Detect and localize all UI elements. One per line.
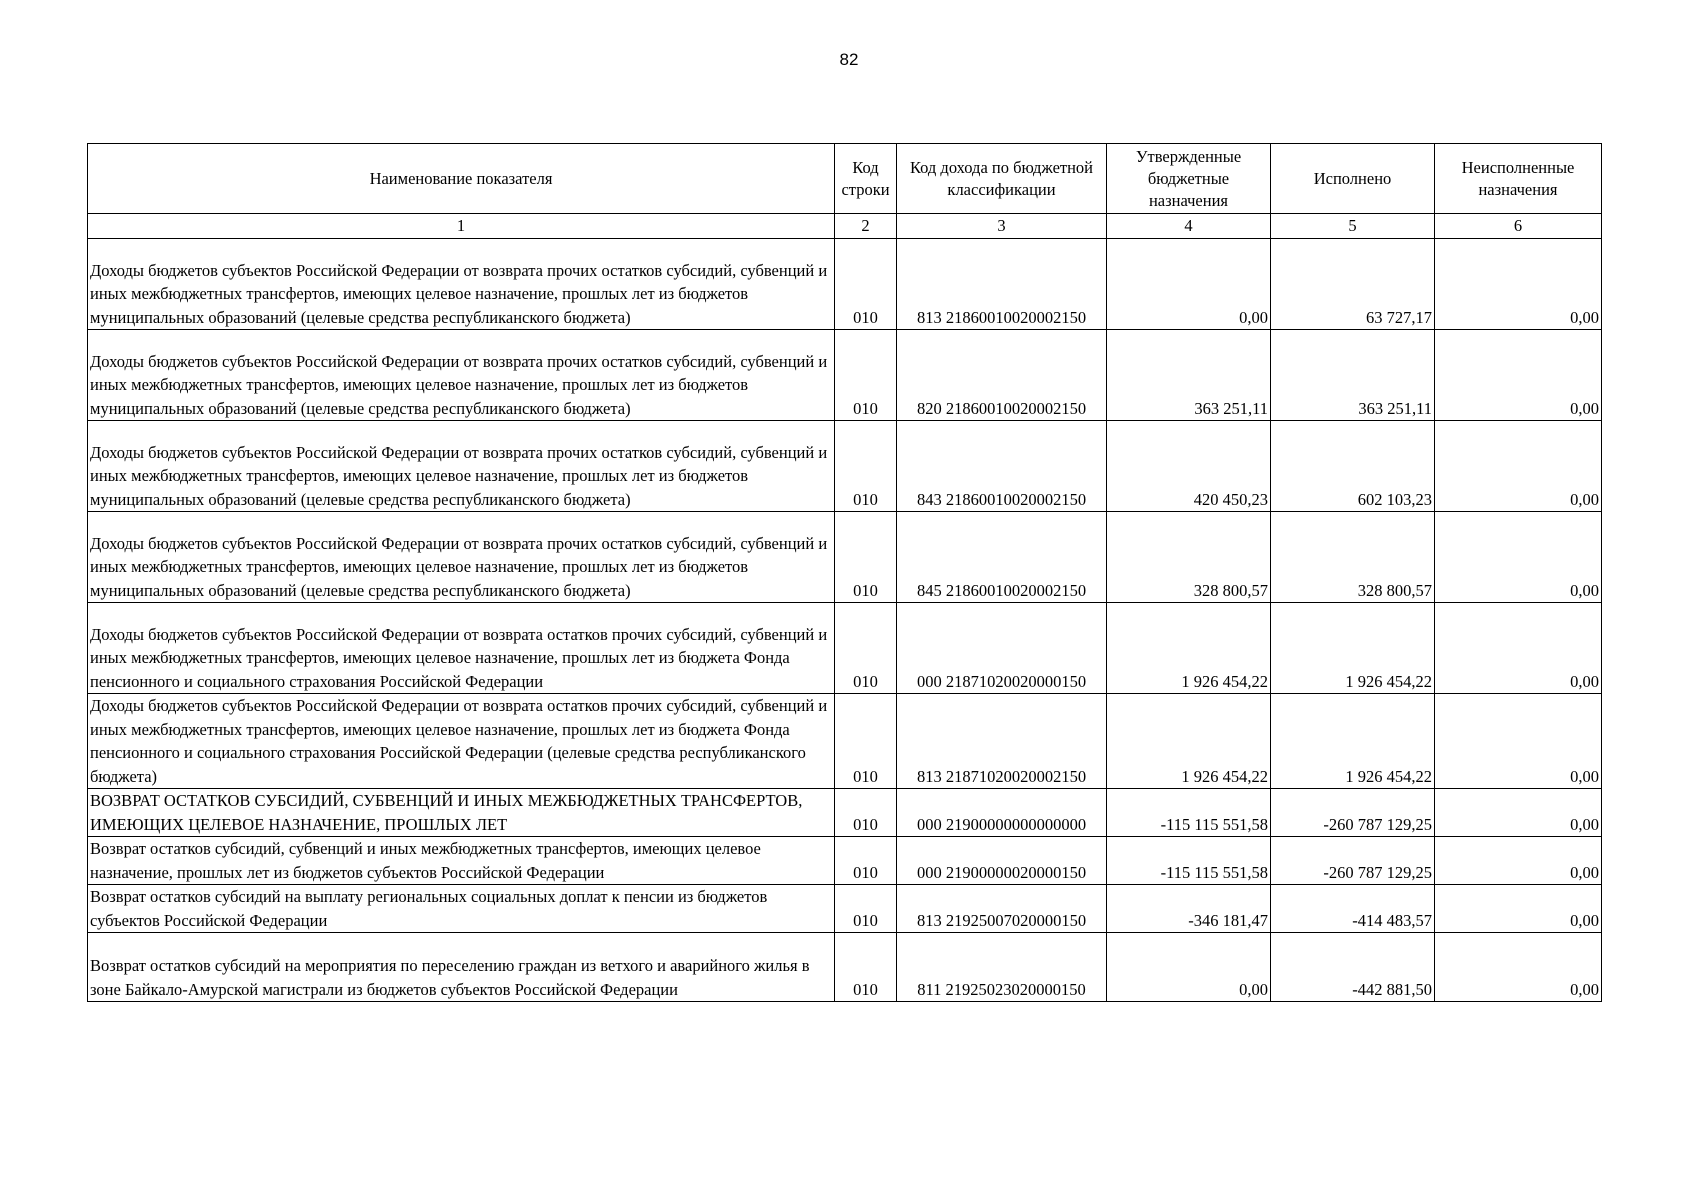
- unexecuted-amount: 0,00: [1435, 789, 1602, 837]
- header-unexecuted: Неисполненные назначения: [1435, 144, 1602, 214]
- unexecuted-amount: 0,00: [1435, 330, 1602, 421]
- executed-amount: 63 727,17: [1271, 239, 1435, 330]
- column-number: 4: [1107, 214, 1271, 239]
- income-code: 845 21860010020002150: [897, 512, 1107, 603]
- unexecuted-amount: 0,00: [1435, 239, 1602, 330]
- income-code: 000 21871020020000150: [897, 603, 1107, 694]
- column-number: 3: [897, 214, 1107, 239]
- indicator-name: Доходы бюджетов субъектов Российской Федерации от возврата прочих остатков субсидий, субвенций и иных межбюджетных трансфертов, имеющих целевое назначение, прошлых лет из бюджетов муниципальных образований (целевые средства республиканского бюджета): [88, 421, 835, 512]
- unexecuted-amount: 0,00: [1435, 421, 1602, 512]
- income-code: 811 21925023020000150: [897, 933, 1107, 1002]
- line-code: 010: [835, 837, 897, 885]
- header-approved: Утвержденные бюджетные назначения: [1107, 144, 1271, 214]
- income-code: 000 21900000000000000: [897, 789, 1107, 837]
- income-code: 843 21860010020002150: [897, 421, 1107, 512]
- indicator-name: Доходы бюджетов субъектов Российской Федерации от возврата прочих остатков субсидий, субвенций и иных межбюджетных трансфертов, имеющих целевое назначение, прошлых лет из бюджетов муниципальных образований (целевые средства республиканского бюджета): [88, 512, 835, 603]
- indicator-name: Доходы бюджетов субъектов Российской Федерации от возврата прочих остатков субсидий, субвенций и иных межбюджетных трансфертов, имеющих целевое назначение, прошлых лет из бюджетов муниципальных образований (целевые средства республиканского бюджета): [88, 239, 835, 330]
- indicator-name: Доходы бюджетов субъектов Российской Федерации от возврата прочих остатков субсидий, субвенций и иных межбюджетных трансфертов, имеющих целевое назначение, прошлых лет из бюджетов муниципальных образований (целевые средства республиканского бюджета): [88, 330, 835, 421]
- table-row: [88, 789, 1602, 837]
- executed-amount: -260 787 129,25: [1271, 789, 1435, 837]
- unexecuted-amount: 0,00: [1435, 837, 1602, 885]
- approved-amount: 0,00: [1107, 239, 1271, 330]
- table-row: [88, 694, 1602, 789]
- table-row: [88, 885, 1602, 933]
- column-number: 6: [1435, 214, 1602, 239]
- table-row: [88, 603, 1602, 694]
- column-number: 1: [88, 214, 835, 239]
- line-code: 010: [835, 885, 897, 933]
- indicator-name: Возврат остатков субсидий на мероприятия по переселению граждан из ветхого и аварийного жилья в зоне Байкало-Амурской магистрали из бюджетов субъектов Российской Федерации: [88, 933, 835, 1002]
- line-code: 010: [835, 421, 897, 512]
- approved-amount: 0,00: [1107, 933, 1271, 1002]
- table-row: [88, 330, 1602, 421]
- line-code: 010: [835, 512, 897, 603]
- line-code: 010: [835, 239, 897, 330]
- executed-amount: 363 251,11: [1271, 330, 1435, 421]
- table-header-row: [88, 144, 1602, 214]
- executed-amount: -442 881,50: [1271, 933, 1435, 1002]
- approved-amount: -115 115 551,58: [1107, 837, 1271, 885]
- approved-amount: 1 926 454,22: [1107, 603, 1271, 694]
- executed-amount: 602 103,23: [1271, 421, 1435, 512]
- table-row: [88, 421, 1602, 512]
- table-row: [88, 239, 1602, 330]
- unexecuted-amount: 0,00: [1435, 885, 1602, 933]
- approved-amount: -346 181,47: [1107, 885, 1271, 933]
- approved-amount: 1 926 454,22: [1107, 694, 1271, 789]
- executed-amount: 328 800,57: [1271, 512, 1435, 603]
- income-code: 820 21860010020002150: [897, 330, 1107, 421]
- unexecuted-amount: 0,00: [1435, 694, 1602, 789]
- header-executed: Исполнено: [1271, 144, 1435, 214]
- indicator-name: Доходы бюджетов субъектов Российской Федерации от возврата остатков прочих субсидий, субвенций и иных межбюджетных трансфертов, имеющих целевое назначение, прошлых лет из бюджета Фонда пенсионного и социального страхования Российской Федерации (целевые средства республиканского бюджета): [88, 694, 835, 789]
- line-code: 010: [835, 330, 897, 421]
- executed-amount: 1 926 454,22: [1271, 694, 1435, 789]
- unexecuted-amount: 0,00: [1435, 933, 1602, 1002]
- table-row: [88, 933, 1602, 1002]
- income-code: 813 21925007020000150: [897, 885, 1107, 933]
- indicator-name: Возврат остатков субсидий, субвенций и иных межбюджетных трансфертов, имеющих целевое назначение, прошлых лет из бюджетов субъектов Российской Федерации: [88, 837, 835, 885]
- line-code: 010: [835, 933, 897, 1002]
- line-code: 010: [835, 603, 897, 694]
- unexecuted-amount: 0,00: [1435, 512, 1602, 603]
- approved-amount: 420 450,23: [1107, 421, 1271, 512]
- executed-amount: -260 787 129,25: [1271, 837, 1435, 885]
- column-number-row: [88, 214, 1602, 239]
- column-number: 2: [835, 214, 897, 239]
- indicator-name: Доходы бюджетов субъектов Российской Федерации от возврата остатков прочих субсидий, субвенций и иных межбюджетных трансфертов, имеющих целевое назначение, прошлых лет из бюджета Фонда пенсионного и социального страхования Российской Федерации: [88, 603, 835, 694]
- header-indicator-name: Наименование показателя: [88, 144, 835, 214]
- income-code: 813 21871020020002150: [897, 694, 1107, 789]
- indicator-name: Возврат остатков субсидий на выплату региональных социальных доплат к пенсии из бюджетов субъектов Российской Федерации: [88, 885, 835, 933]
- approved-amount: -115 115 551,58: [1107, 789, 1271, 837]
- executed-amount: 1 926 454,22: [1271, 603, 1435, 694]
- line-code: 010: [835, 694, 897, 789]
- executed-amount: -414 483,57: [1271, 885, 1435, 933]
- table-row: [88, 512, 1602, 603]
- approved-amount: 363 251,11: [1107, 330, 1271, 421]
- line-code: 010: [835, 789, 897, 837]
- header-income-code: Код дохода по бюджетной классификации: [897, 144, 1107, 214]
- unexecuted-amount: 0,00: [1435, 603, 1602, 694]
- income-code: 000 21900000020000150: [897, 837, 1107, 885]
- header-line-code: Код строки: [835, 144, 897, 214]
- budget-report-table: [87, 143, 1602, 1002]
- page-number: 82: [839, 50, 859, 69]
- table-row: [88, 837, 1602, 885]
- income-code: 813 21860010020002150: [897, 239, 1107, 330]
- approved-amount: 328 800,57: [1107, 512, 1271, 603]
- column-number: 5: [1271, 214, 1435, 239]
- indicator-name: ВОЗВРАТ ОСТАТКОВ СУБСИДИЙ, СУБВЕНЦИЙ И ИНЫХ МЕЖБЮДЖЕТНЫХ ТРАНСФЕРТОВ, ИМЕЮЩИХ ЦЕЛЕВОЕ НАЗНАЧЕНИЕ, ПРОШЛЫХ ЛЕТ: [88, 789, 835, 837]
